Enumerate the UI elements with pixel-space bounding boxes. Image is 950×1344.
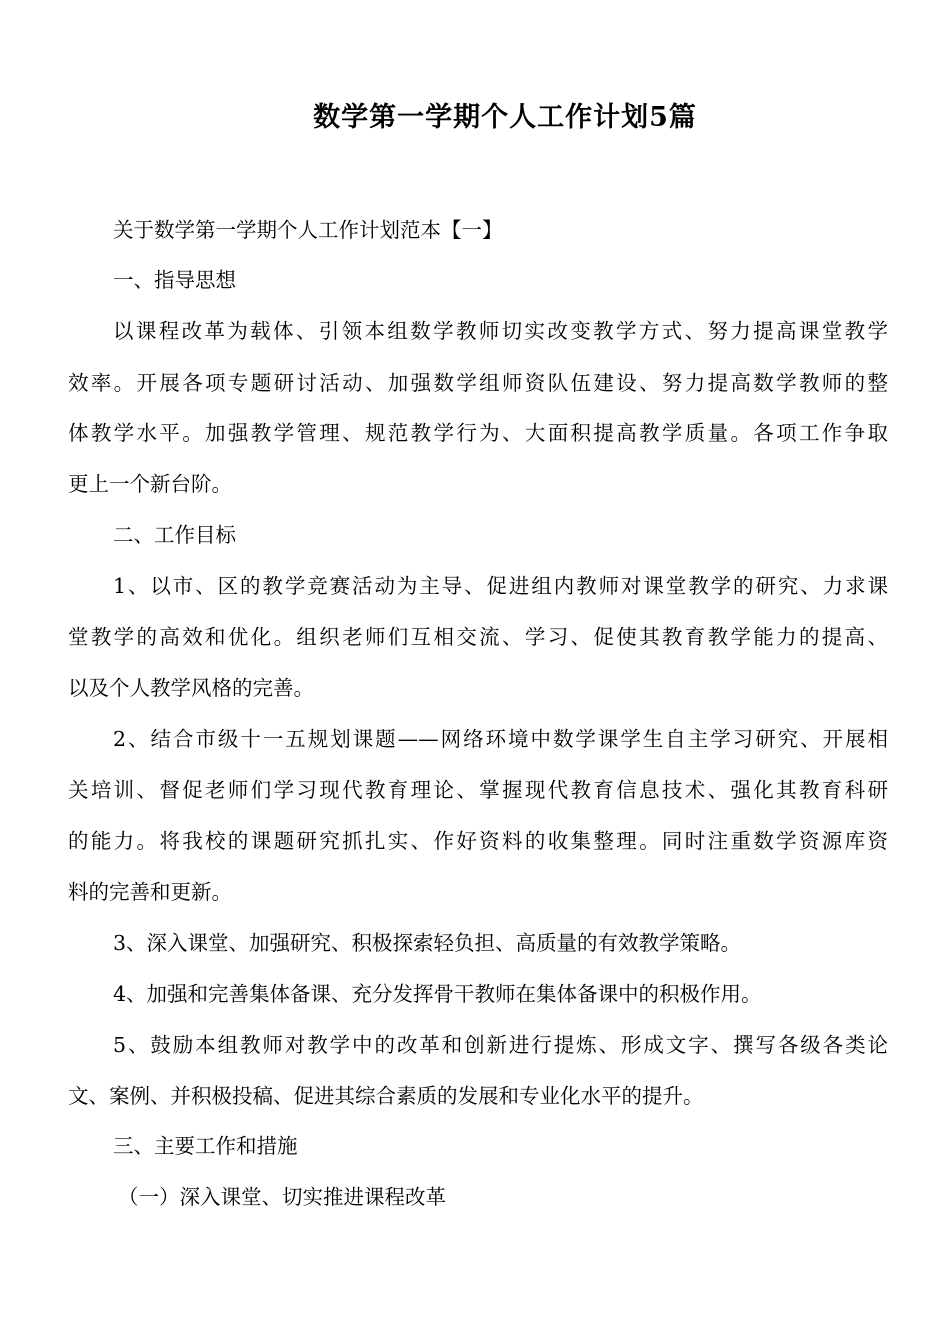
paragraph-line: 效率。开展各项专题研讨活动、加强数学组师资队伍建设、努力提高数学教师的整	[68, 371, 888, 395]
paragraph-line: 文、案例、并积极投稿、促进其综合素质的发展和专业化水平的提升。	[68, 1084, 704, 1108]
paragraph-line: 料的完善和更新。	[68, 880, 232, 904]
paragraph-line: 的能力。将我校的课题研究抓扎实、作好资料的收集整理。同时注重数学资源库资	[68, 829, 888, 853]
paragraph-line: 堂教学的高效和优化。组织老师们互相交流、学习、促使其教育教学能力的提高、	[68, 625, 888, 649]
paragraph-line: 更上一个新台阶。	[68, 472, 232, 496]
paragraph-line: 体教学水平。加强教学管理、规范教学行为、大面积提高教学质量。各项工作争取	[68, 421, 888, 445]
subheading: 一、指导思想	[113, 268, 236, 292]
paragraph-line: 1、以市、区的教学竞赛活动为主导、促进组内教师对课堂教学的研究、力求课	[113, 574, 888, 598]
section-heading: 关于数学第一学期个人工作计划范本【一】	[113, 218, 503, 242]
subheading: 二、工作目标	[113, 523, 236, 547]
paragraph-line: 5、鼓励本组教师对教学中的改革和创新进行提炼、形成文字、撰写各级各类论	[113, 1033, 888, 1057]
paragraph-line: 4、加强和完善集体备课、充分发挥骨干教师在集体备课中的积极作用。	[113, 982, 762, 1006]
paragraph-line: 2、结合市级十一五规划课题——网络环境中数学课学生自主学习研究、开展相	[113, 727, 888, 751]
document-title: 数学第一学期个人工作计划5篇	[313, 102, 697, 133]
paragraph-line: 以课程改革为载体、引领本组数学教师切实改变教学方式、努力提高课堂教学	[113, 319, 888, 343]
paragraph-line: 以及个人教学风格的完善。	[68, 676, 314, 700]
subheading: 三、主要工作和措施	[113, 1134, 298, 1158]
paragraph-line: 3、深入课堂、加强研究、积极探索轻负担、高质量的有效教学策略。	[113, 931, 742, 955]
paragraph-line: 关培训、督促老师们学习现代教育理论、掌握现代教育信息技术、强化其教育科研	[68, 778, 888, 802]
subheading: （一）深入课堂、切实推进课程改革	[118, 1185, 446, 1209]
